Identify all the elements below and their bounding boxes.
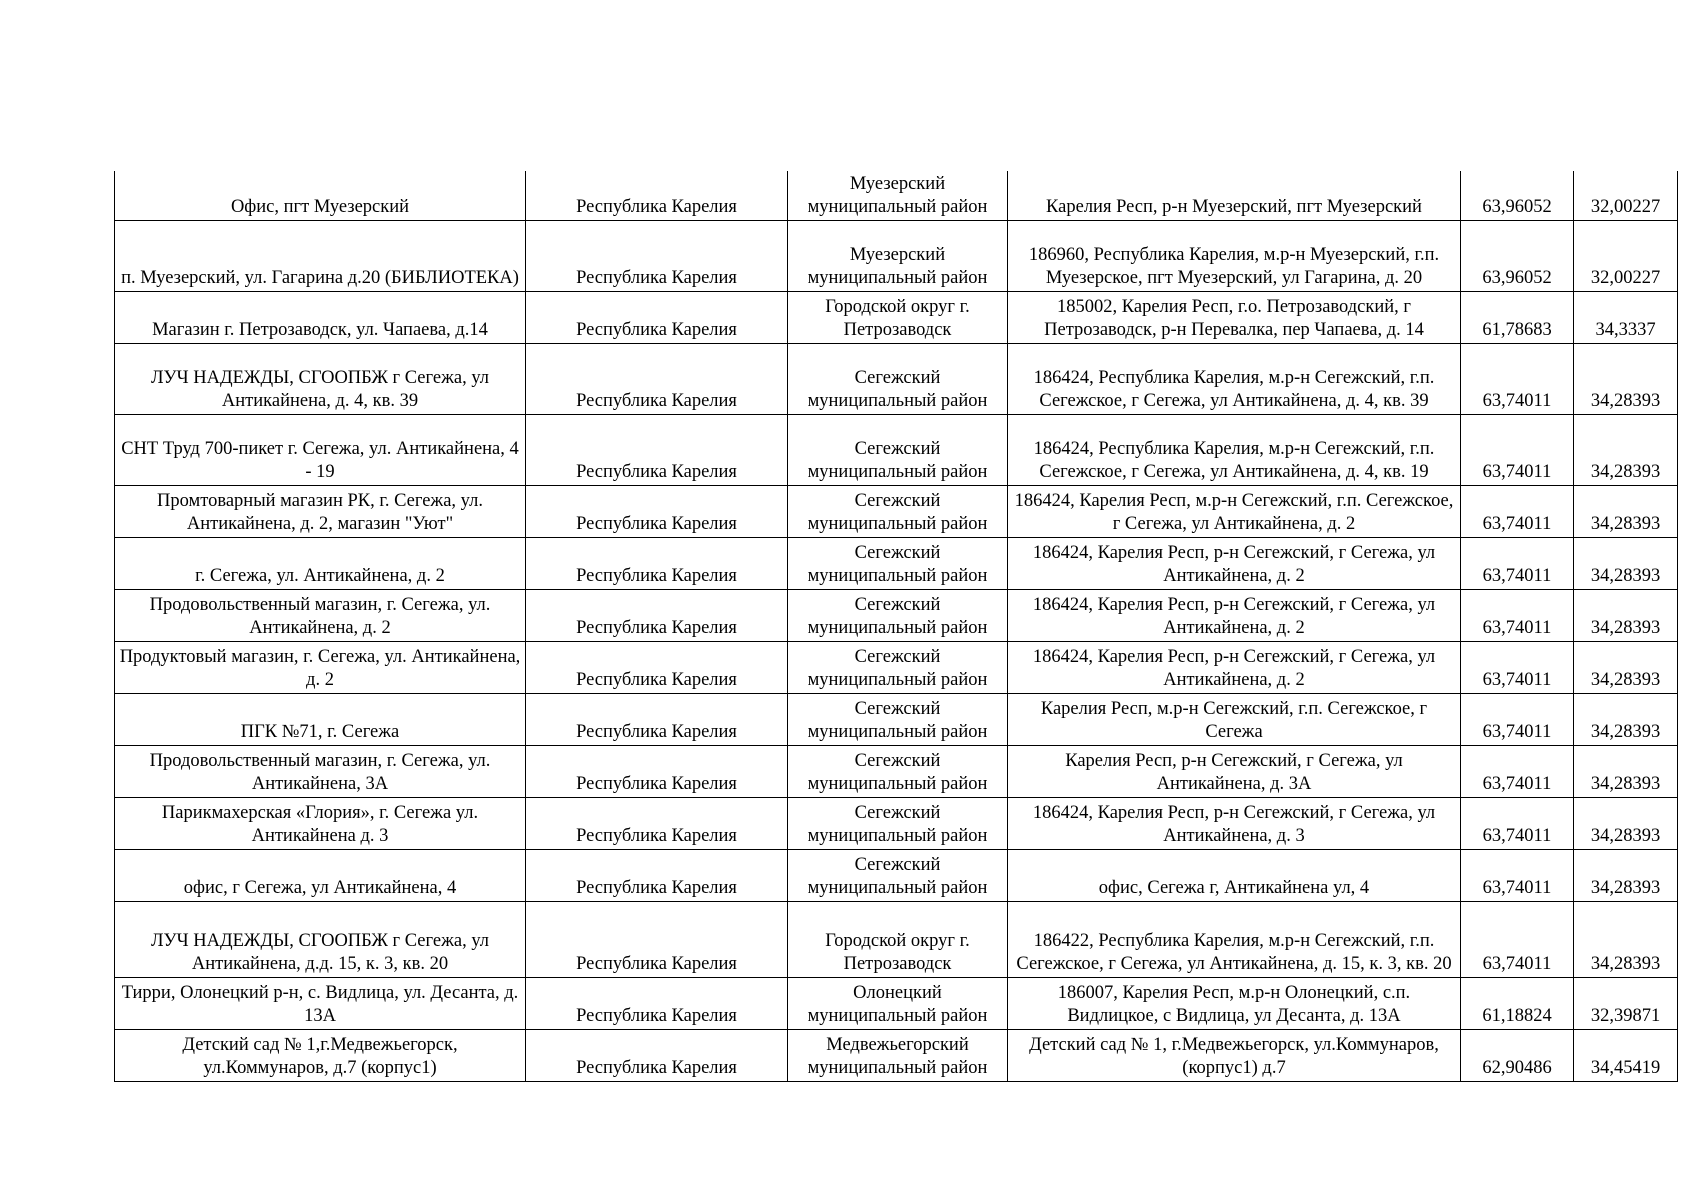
cell-latitude: 63,74011 [1461, 344, 1574, 415]
cell-address: 186424, Карелия Респ, м.р-н Сегежский, г.п. Сегежское, г Сегежа, ул Антикайнена, д. 2 [1008, 486, 1461, 538]
cell-address: 186424, Карелия Респ, р-н Сегежский, г Сегежа, ул Антикайнена, д. 2 [1008, 590, 1461, 642]
cell-longitude: 34,28393 [1574, 850, 1678, 902]
table-row [115, 590, 1678, 642]
cell-name: СНТ Труд 700-пикет г. Сегежа, ул. Антикайнена, 4 - 19 [115, 415, 526, 486]
cell-region: Республика Карелия [526, 642, 788, 694]
cell-district: Медвежьегорский муниципальный район [788, 1030, 1008, 1082]
cell-longitude: 34,28393 [1574, 344, 1678, 415]
cell-region: Республика Карелия [526, 978, 788, 1030]
cell-longitude: 34,28393 [1574, 642, 1678, 694]
cell-address: 186424, Карелия Респ, р-н Сегежский, г Сегежа, ул Антикайнена, д. 2 [1008, 538, 1461, 590]
table-row [115, 415, 1678, 486]
cell-region: Республика Карелия [526, 694, 788, 746]
cell-name: Парикмахерская «Глория», г. Сегежа ул. Антикайнена д. 3 [115, 798, 526, 850]
cell-name: офис, г Сегежа, ул Антикайнена, 4 [115, 850, 526, 902]
cell-latitude: 61,78683 [1461, 292, 1574, 344]
cell-address: Карелия Респ, м.р-н Сегежский, г.п. Сегежское, г Сегежа [1008, 694, 1461, 746]
cell-district: Муезерский муниципальный район [788, 171, 1008, 221]
cell-latitude: 61,18824 [1461, 978, 1574, 1030]
cell-address: 186424, Карелия Респ, р-н Сегежский, г Сегежа, ул Антикайнена, д. 2 [1008, 642, 1461, 694]
table-row [115, 850, 1678, 902]
cell-longitude: 34,28393 [1574, 746, 1678, 798]
cell-address: Карелия Респ, р-н Муезерский, пгт Муезерский [1008, 171, 1461, 221]
cell-latitude: 63,74011 [1461, 850, 1574, 902]
cell-address: офис, Сегежа г, Антикайнена ул, 4 [1008, 850, 1461, 902]
table-row [115, 171, 1678, 221]
cell-region: Республика Карелия [526, 538, 788, 590]
address-table [114, 171, 1678, 1082]
table-row [115, 978, 1678, 1030]
cell-address: 186007, Карелия Респ, м.р-н Олонецкий, с.п. Видлицкое, с Видлица, ул Десанта, д. 13А [1008, 978, 1461, 1030]
cell-latitude: 63,74011 [1461, 415, 1574, 486]
cell-latitude: 63,74011 [1461, 538, 1574, 590]
cell-latitude: 63,96052 [1461, 171, 1574, 221]
cell-name: г. Сегежа, ул. Антикайнена, д. 2 [115, 538, 526, 590]
cell-region: Республика Карелия [526, 171, 788, 221]
cell-name: Магазин г. Петрозаводск, ул. Чапаева, д.14 [115, 292, 526, 344]
cell-name: Офис, пгт Муезерский [115, 171, 526, 221]
cell-district: Сегежский муниципальный район [788, 538, 1008, 590]
cell-address: 186424, Республика Карелия, м.р-н Сегежский, г.п. Сегежское, г Сегежа, ул Антикайнена, д. 4, кв. 39 [1008, 344, 1461, 415]
table-row [115, 292, 1678, 344]
table-row [115, 1030, 1678, 1082]
cell-name: Тирри, Олонецкий р-н, с. Видлица, ул. Десанта, д. 13А [115, 978, 526, 1030]
cell-latitude: 63,74011 [1461, 590, 1574, 642]
cell-longitude: 34,28393 [1574, 694, 1678, 746]
cell-district: Городской округ г. Петрозаводск [788, 902, 1008, 978]
table-row [115, 902, 1678, 978]
cell-longitude: 34,28393 [1574, 415, 1678, 486]
cell-longitude: 34,28393 [1574, 590, 1678, 642]
cell-longitude: 32,00227 [1574, 221, 1678, 292]
cell-region: Республика Карелия [526, 344, 788, 415]
cell-region: Республика Карелия [526, 850, 788, 902]
table-row [115, 798, 1678, 850]
cell-longitude: 34,45419 [1574, 1030, 1678, 1082]
cell-district: Олонецкий муниципальный район [788, 978, 1008, 1030]
cell-district: Сегежский муниципальный район [788, 344, 1008, 415]
cell-longitude: 34,28393 [1574, 486, 1678, 538]
cell-latitude: 63,74011 [1461, 902, 1574, 978]
table-row [115, 221, 1678, 292]
cell-region: Республика Карелия [526, 415, 788, 486]
cell-latitude: 63,74011 [1461, 642, 1574, 694]
cell-name: ПГК №71, г. Сегежа [115, 694, 526, 746]
cell-longitude: 34,28393 [1574, 798, 1678, 850]
cell-district: Сегежский муниципальный район [788, 415, 1008, 486]
cell-district: Городской округ г. Петрозаводск [788, 292, 1008, 344]
cell-district: Сегежский муниципальный район [788, 850, 1008, 902]
table-row [115, 642, 1678, 694]
cell-region: Республика Карелия [526, 746, 788, 798]
table-row [115, 538, 1678, 590]
cell-region: Республика Карелия [526, 798, 788, 850]
cell-name: Детский сад № 1,г.Медвежьегорск, ул.Коммунаров, д.7 (корпус1) [115, 1030, 526, 1082]
cell-longitude: 32,00227 [1574, 171, 1678, 221]
cell-region: Республика Карелия [526, 902, 788, 978]
cell-name: п. Муезерский, ул. Гагарина д.20 (БИБЛИОТЕКА) [115, 221, 526, 292]
cell-name: Продовольственный магазин, г. Сегежа, ул. Антикайнена, д. 2 [115, 590, 526, 642]
cell-address: 186422, Республика Карелия, м.р-н Сегежский, г.п. Сегежское, г Сегежа, ул Антикайнена, д. 15, к. 3, кв. 20 [1008, 902, 1461, 978]
cell-region: Республика Карелия [526, 292, 788, 344]
cell-name: Продовольственный магазин, г. Сегежа, ул. Антикайнена, 3А [115, 746, 526, 798]
table-row [115, 746, 1678, 798]
cell-latitude: 63,74011 [1461, 798, 1574, 850]
cell-region: Республика Карелия [526, 1030, 788, 1082]
cell-district: Сегежский муниципальный район [788, 590, 1008, 642]
cell-address: Детский сад № 1, г.Медвежьегорск, ул.Коммунаров, (корпус1) д.7 [1008, 1030, 1461, 1082]
cell-name: Промтоварный магазин РК, г. Сегежа, ул. Антикайнена, д. 2, магазин "Уют" [115, 486, 526, 538]
cell-address: 185002, Карелия Респ, г.о. Петрозаводский, г Петрозаводск, р-н Перевалка, пер Чапаева, д. 14 [1008, 292, 1461, 344]
cell-district: Сегежский муниципальный район [788, 746, 1008, 798]
cell-district: Сегежский муниципальный район [788, 486, 1008, 538]
cell-latitude: 63,74011 [1461, 694, 1574, 746]
cell-district: Сегежский муниципальный район [788, 798, 1008, 850]
cell-latitude: 63,74011 [1461, 746, 1574, 798]
cell-region: Республика Карелия [526, 486, 788, 538]
cell-longitude: 32,39871 [1574, 978, 1678, 1030]
cell-address: 186424, Республика Карелия, м.р-н Сегежский, г.п. Сегежское, г Сегежа, ул Антикайнена, д. 4, кв. 19 [1008, 415, 1461, 486]
cell-longitude: 34,28393 [1574, 902, 1678, 978]
cell-address: 186424, Карелия Респ, р-н Сегежский, г Сегежа, ул Антикайнена, д. 3 [1008, 798, 1461, 850]
cell-latitude: 63,96052 [1461, 221, 1574, 292]
cell-district: Сегежский муниципальный район [788, 642, 1008, 694]
cell-longitude: 34,28393 [1574, 538, 1678, 590]
cell-district: Муезерский муниципальный район [788, 221, 1008, 292]
cell-longitude: 34,3337 [1574, 292, 1678, 344]
cell-name: ЛУЧ НАДЕЖДЫ, СГООПБЖ г Сегежа, ул Антикайнена, д.д. 15, к. 3, кв. 20 [115, 902, 526, 978]
cell-name: ЛУЧ НАДЕЖДЫ, СГООПБЖ г Сегежа, ул Антикайнена, д. 4, кв. 39 [115, 344, 526, 415]
cell-latitude: 62,90486 [1461, 1030, 1574, 1082]
cell-latitude: 63,74011 [1461, 486, 1574, 538]
cell-region: Республика Карелия [526, 590, 788, 642]
table-row [115, 486, 1678, 538]
cell-name: Продуктовый магазин, г. Сегежа, ул. Антикайнена, д. 2 [115, 642, 526, 694]
cell-region: Республика Карелия [526, 221, 788, 292]
table-row [115, 694, 1678, 746]
table-row [115, 344, 1678, 415]
cell-address: Карелия Респ, р-н Сегежский, г Сегежа, ул Антикайнена, д. 3А [1008, 746, 1461, 798]
cell-address: 186960, Республика Карелия, м.р-н Муезерский, г.п. Муезерское, пгт Муезерский, ул Гагарина, д. 20 [1008, 221, 1461, 292]
cell-district: Сегежский муниципальный район [788, 694, 1008, 746]
